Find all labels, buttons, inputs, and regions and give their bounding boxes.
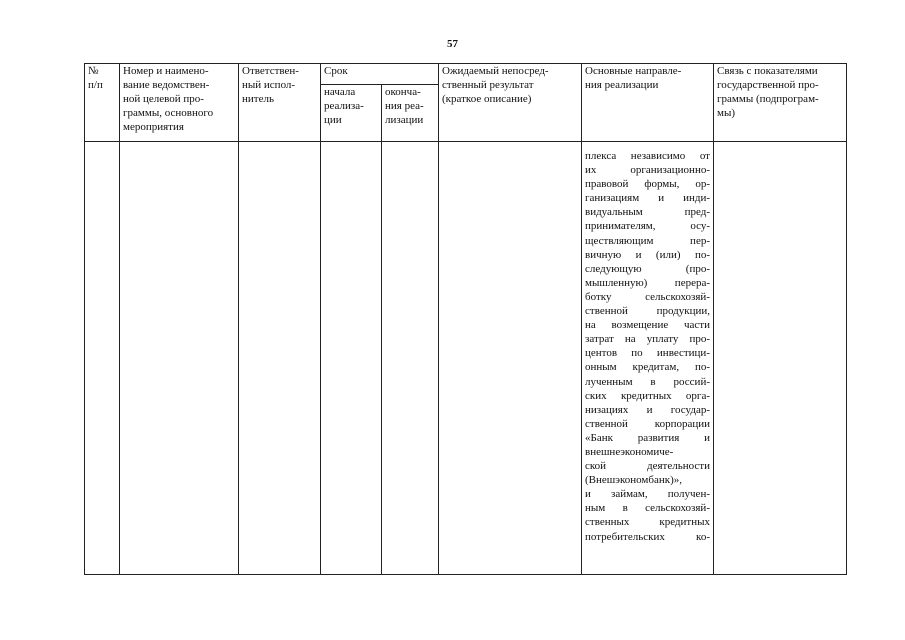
directions-line: вичную и (или) по-: [585, 248, 710, 261]
program-table: [84, 63, 847, 575]
directions-line: потребительских ко-: [585, 530, 710, 543]
directions-line: ских кредитных орга-: [585, 389, 710, 402]
directions-line: их организационно-: [585, 164, 710, 177]
directions-line: на возмещение части: [585, 319, 710, 332]
directions-line: внешнеэкономиче-: [585, 445, 674, 458]
header-indicator-link: Связь с показателями государственной про- граммы (подпрограм- мы): [714, 64, 847, 142]
header-program-name: Номер и наимено- вание ведомствен- ной целевой про- граммы, основного мероприятия: [120, 64, 239, 142]
directions-text: [585, 149, 710, 544]
cell-indicator-link: [714, 142, 847, 575]
directions-line: принимателям, осу-: [585, 220, 710, 233]
directions-line: ботку сельскохозяй-: [585, 290, 710, 303]
header-term-end: оконча- ния реа- лизации: [382, 85, 439, 142]
directions-line: ственных кредитных: [585, 516, 710, 529]
directions-line: «Банк развития и: [585, 431, 710, 444]
directions-line: центов по инвестици-: [585, 347, 710, 360]
header-executor: Ответствен- ный испол- нитель: [239, 64, 321, 142]
cell-directions: [582, 142, 714, 575]
header-num: № п/п: [85, 64, 120, 142]
directions-line: мышленную) перера-: [585, 276, 710, 289]
directions-line: онным кредитам, по-: [585, 361, 710, 374]
cell-num: [85, 142, 120, 575]
cell-term-start: [321, 142, 382, 575]
directions-line: правовой формы, ор-: [585, 178, 710, 191]
directions-line: следующую (про-: [585, 262, 710, 275]
directions-line: лученным в россий-: [585, 375, 710, 388]
header-term: Срок: [321, 64, 439, 85]
directions-line: и займам, получен-: [585, 488, 710, 501]
header-directions: Основные направле- ния реализации: [582, 64, 714, 142]
page-number: 57: [447, 38, 458, 50]
directions-line: низациях и государ-: [585, 403, 710, 416]
header-expected-result: Ожидаемый непосред- ственный результат (краткое описание): [439, 64, 582, 142]
table-row: [85, 142, 847, 575]
cell-executor: [239, 142, 321, 575]
directions-line: плекса независимо от: [585, 150, 710, 162]
directions-line: ственной корпорации: [585, 417, 710, 430]
cell-term-end: [382, 142, 439, 575]
directions-line: ществляющим пер-: [585, 234, 710, 247]
cell-expected-result: [439, 142, 582, 575]
header-term-start: начала реализа- ции: [321, 85, 382, 142]
directions-line: ственной продукции,: [585, 305, 710, 318]
directions-line: (Внешэкономбанк)»,: [585, 474, 683, 487]
directions-line: ным в сельскохозяй-: [585, 502, 710, 515]
directions-line: затрат на уплату про-: [585, 333, 710, 346]
cell-program-name: [120, 142, 239, 575]
directions-line: ской деятельности: [585, 460, 710, 473]
directions-line: видуальным пред-: [585, 206, 710, 219]
directions-line: ганизациям и инди-: [585, 192, 710, 205]
